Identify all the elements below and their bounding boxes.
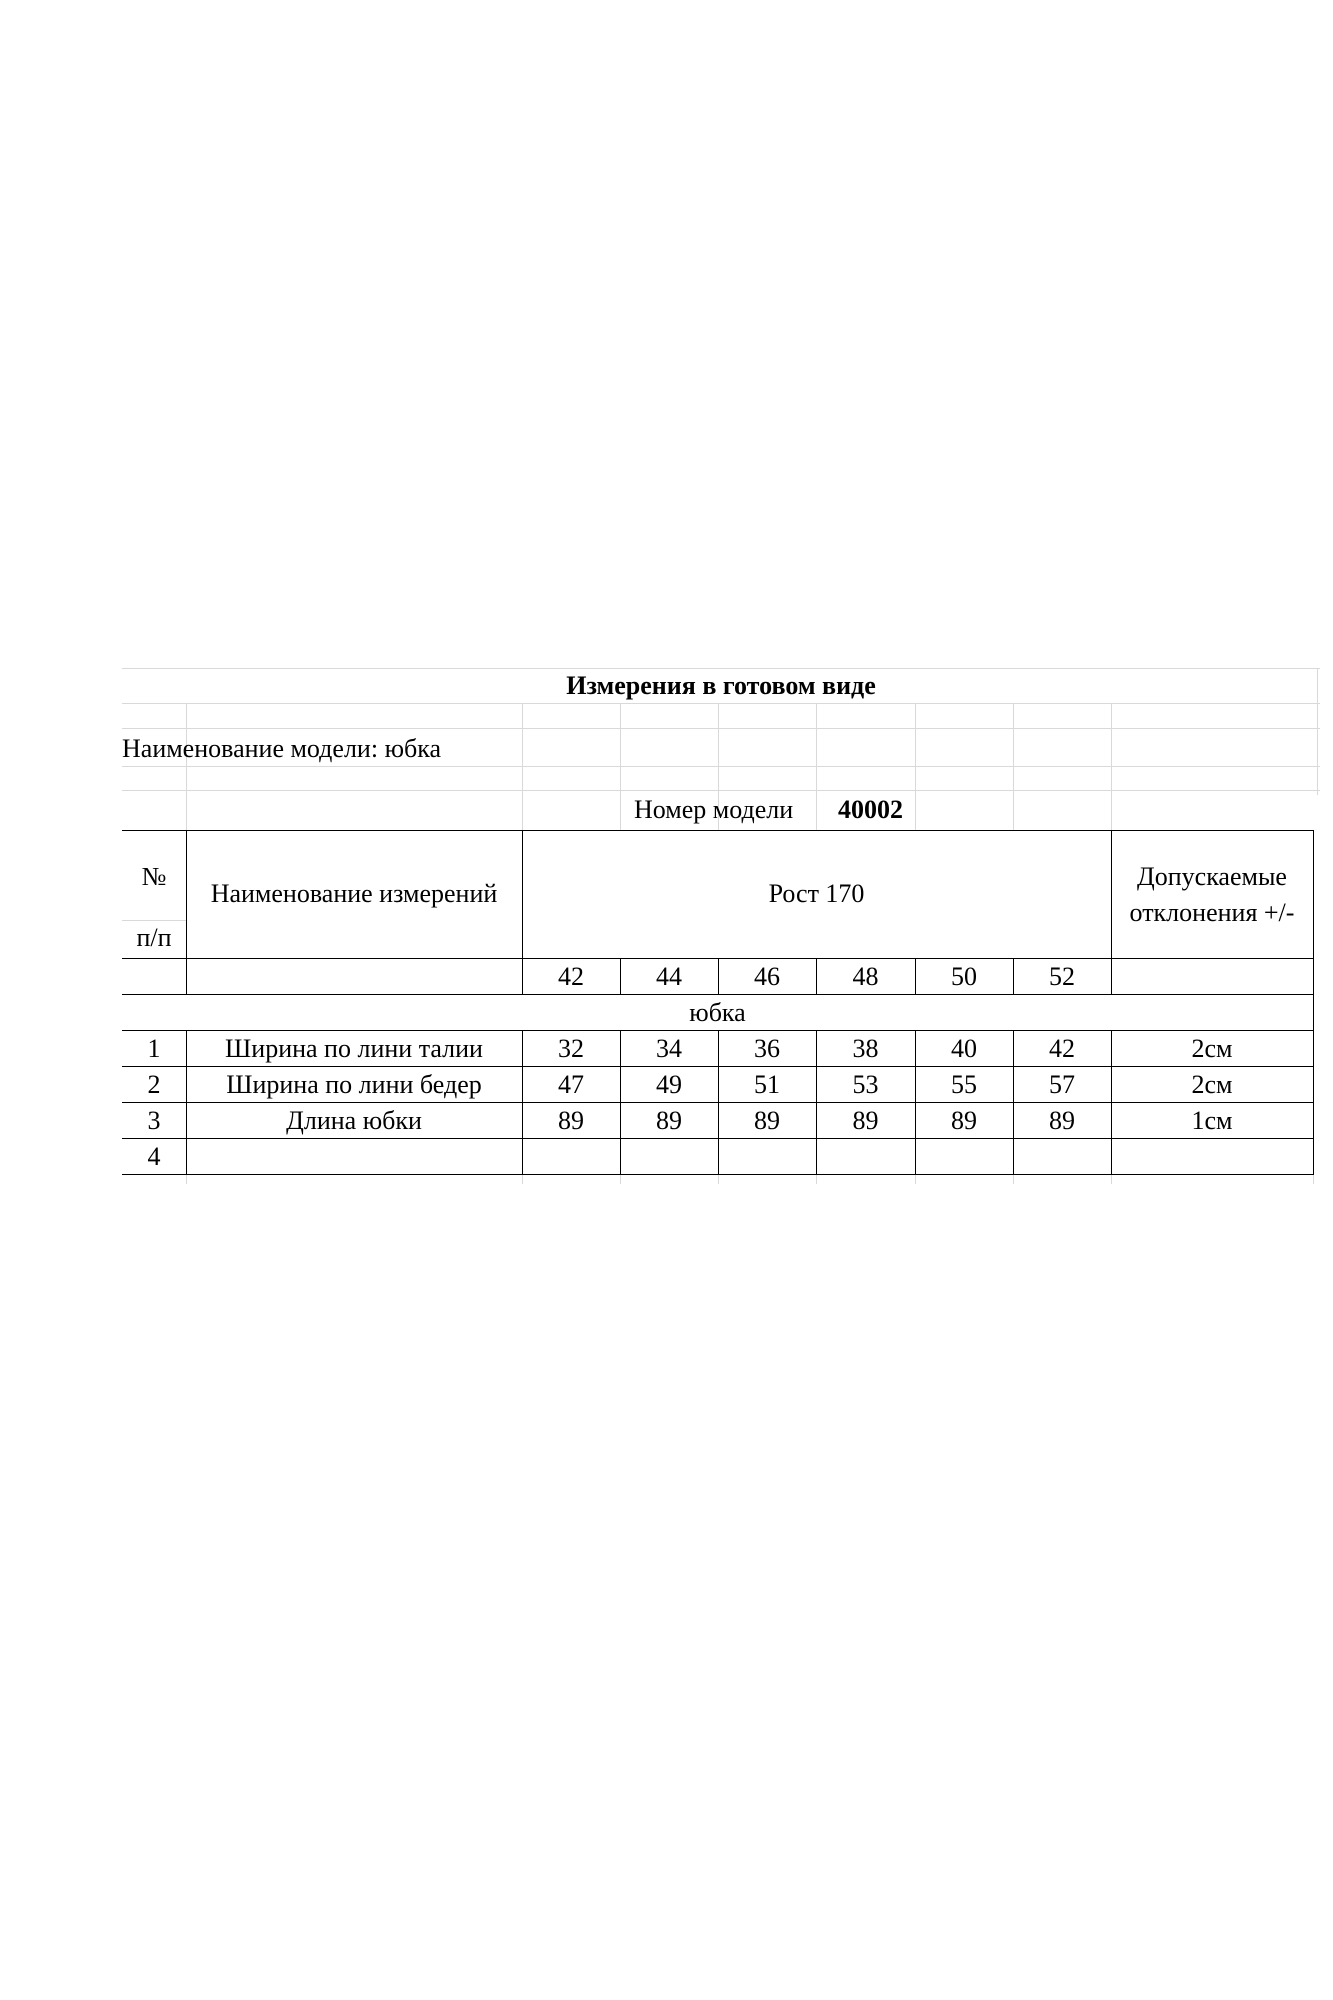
value-cell: 89 — [951, 1106, 977, 1135]
section-label: юбка — [689, 998, 746, 1027]
measurement-name: Ширина по лини бедер — [226, 1070, 482, 1099]
model-name-line: Наименование модели: юбка — [122, 734, 441, 763]
table-border — [1111, 958, 1112, 994]
table-border — [1111, 830, 1112, 958]
header-tolerance-line2: отклонения +/- — [1129, 898, 1295, 927]
gridline — [186, 703, 187, 830]
model-number-label: Номер модели — [634, 795, 794, 824]
table-border — [186, 958, 187, 994]
gridline — [1111, 1174, 1112, 1184]
gridline — [522, 1174, 523, 1184]
measurement-name: Длина юбки — [286, 1106, 422, 1135]
size-cell: 46 — [754, 962, 780, 991]
table-border — [122, 830, 1314, 831]
value-cell: 89 — [754, 1106, 780, 1135]
value-cell: 89 — [558, 1106, 584, 1135]
value-cell: 42 — [1049, 1034, 1075, 1063]
value-cell: 49 — [656, 1070, 682, 1099]
size-cell: 44 — [656, 962, 682, 991]
value-cell: 89 — [656, 1106, 682, 1135]
header-number-abbrev: п/п — [136, 923, 172, 952]
gridline — [122, 668, 1320, 669]
gridline — [816, 1174, 817, 1184]
header-height: Рост 170 — [768, 879, 865, 908]
gridline — [816, 703, 817, 830]
tolerance-cell: 2см — [1191, 1034, 1233, 1063]
gridline — [915, 1174, 916, 1184]
value-cell: 47 — [558, 1070, 584, 1099]
table-border — [1313, 830, 1314, 994]
header-measurement-name: Наименование измерений — [210, 879, 498, 908]
table-border — [122, 994, 1314, 995]
table-border — [1313, 994, 1314, 1174]
value-cell: 57 — [1049, 1070, 1075, 1099]
value-cell: 34 — [656, 1034, 682, 1063]
row-number: 3 — [147, 1106, 161, 1135]
table-border — [122, 1174, 1314, 1175]
gridline — [915, 703, 916, 830]
gridline — [718, 1174, 719, 1184]
gridline — [122, 920, 186, 921]
gridline — [122, 790, 1320, 791]
row-number: 2 — [147, 1070, 161, 1099]
size-cell: 42 — [558, 962, 584, 991]
size-cell: 52 — [1049, 962, 1075, 991]
value-cell: 89 — [1049, 1106, 1075, 1135]
gridline — [122, 766, 1320, 767]
value-cell: 40 — [951, 1034, 977, 1063]
row-number: 1 — [147, 1034, 161, 1063]
measurement-sheet — [122, 668, 1320, 1188]
gridline — [122, 728, 1320, 729]
gridline — [122, 703, 1320, 704]
value-cell: 53 — [852, 1070, 879, 1099]
value-cell: 51 — [754, 1070, 780, 1099]
gridline — [522, 703, 523, 830]
gridline — [620, 1174, 621, 1184]
measurement-name: Ширина по лини талии — [225, 1034, 483, 1063]
row-number: 4 — [147, 1142, 161, 1171]
gridline — [620, 703, 621, 830]
gridline — [1013, 1174, 1014, 1184]
header-number-symbol: № — [141, 862, 167, 891]
size-cell: 48 — [852, 962, 879, 991]
value-cell: 38 — [852, 1034, 879, 1063]
value-cell: 36 — [754, 1034, 780, 1063]
value-cell: 55 — [951, 1070, 977, 1099]
tolerance-cell: 1см — [1191, 1106, 1233, 1135]
value-cell: 32 — [558, 1034, 584, 1063]
value-cell: 89 — [852, 1106, 879, 1135]
size-cell: 50 — [951, 962, 977, 991]
model-number-value: 40002 — [838, 795, 903, 824]
gridline — [1313, 1174, 1314, 1184]
header-tolerance-line1: Допускаемые — [1137, 862, 1287, 891]
gridline — [1013, 703, 1014, 830]
gridline — [1111, 703, 1112, 830]
gridline — [186, 1174, 187, 1184]
tolerance-cell: 2см — [1191, 1070, 1233, 1099]
document-title: Измерения в готовом виде — [566, 671, 876, 700]
